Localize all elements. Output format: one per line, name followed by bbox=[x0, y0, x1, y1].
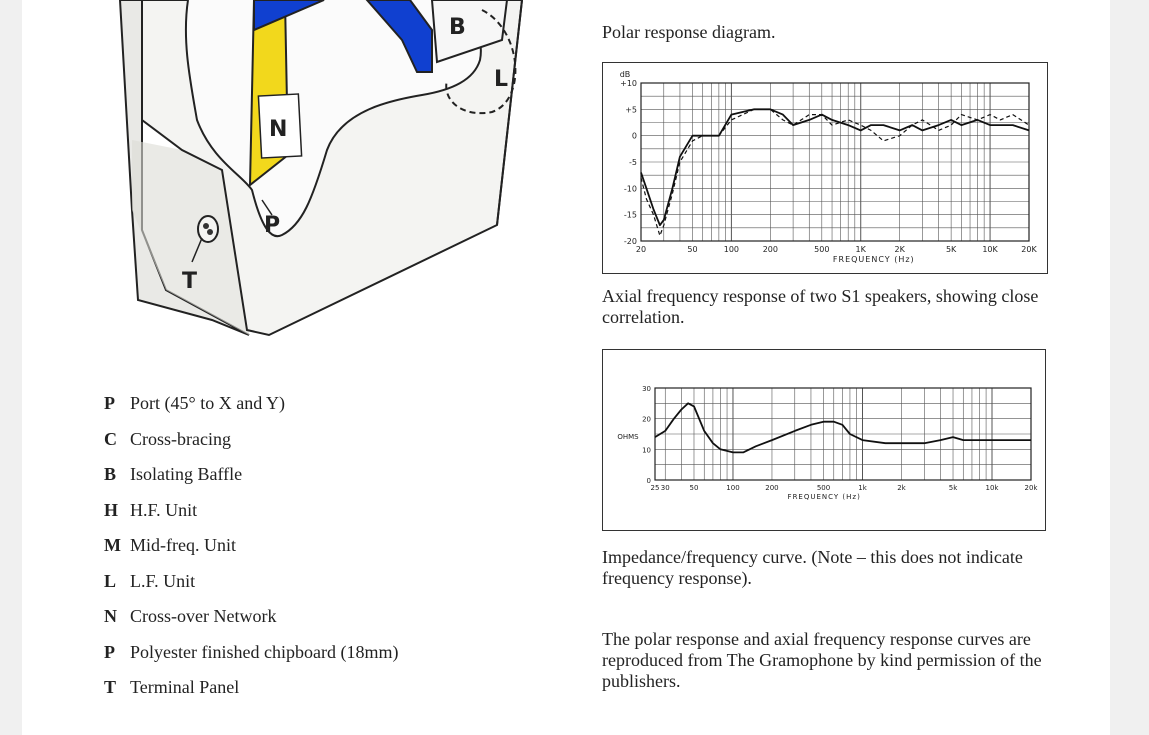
legend-text: H.F. Unit bbox=[130, 499, 198, 520]
terminal-post bbox=[203, 223, 209, 229]
legend-item bbox=[104, 635, 398, 671]
y-tick-label: 20 bbox=[642, 415, 651, 424]
axial-caption: Axial frequency response of two S1 speakers, showing close correlation. bbox=[602, 286, 1039, 327]
y-axis-label: dB bbox=[619, 70, 631, 79]
y-tick-label: -5 bbox=[629, 158, 637, 167]
x-tick-label: 20K bbox=[1021, 245, 1037, 254]
y-tick-label: +5 bbox=[625, 105, 637, 115]
y-tick-label: -15 bbox=[623, 210, 637, 220]
x-axis-label: FREQUENCY (Hz) bbox=[832, 255, 915, 264]
legend-text: Cross-over Network bbox=[130, 606, 277, 627]
y-tick-label: 0 bbox=[646, 477, 651, 485]
legend-text: Terminal Panel bbox=[130, 677, 240, 698]
legend-key: H bbox=[104, 499, 119, 520]
y-tick-label: 30 bbox=[642, 385, 651, 393]
legend-text: Port (45° to X and Y) bbox=[130, 393, 286, 414]
label-p: P bbox=[264, 213, 281, 238]
label-n: N bbox=[269, 117, 288, 142]
legend-item bbox=[104, 422, 398, 458]
legend-item bbox=[104, 599, 398, 635]
parts-legend bbox=[104, 386, 398, 706]
legend-text: Polyester finished chipboard (18mm) bbox=[130, 641, 399, 662]
legend-key: N bbox=[104, 606, 117, 627]
legend-key: B bbox=[104, 464, 117, 485]
legend-key: C bbox=[104, 428, 117, 449]
x-tick-label: 500 bbox=[816, 484, 831, 492]
x-tick-label: 1k bbox=[858, 484, 867, 492]
y-axis-label: OHMS bbox=[617, 433, 639, 441]
legend-text: Isolating Baffle bbox=[130, 464, 243, 485]
document-page bbox=[22, 0, 1110, 735]
label-l: L bbox=[494, 67, 509, 92]
legend-text: L.F. Unit bbox=[130, 570, 196, 591]
terminal-panel bbox=[198, 216, 218, 242]
series-line bbox=[655, 403, 1031, 452]
x-tick-label: 50 bbox=[689, 484, 699, 492]
axial-response-chart-frame bbox=[602, 62, 1048, 274]
x-tick-label: 5K bbox=[945, 245, 957, 254]
legend-item bbox=[104, 528, 398, 564]
x-tick-label: 10k bbox=[985, 484, 999, 492]
x-tick-label: 10K bbox=[982, 245, 998, 254]
label-t: T bbox=[182, 269, 198, 294]
legend-item bbox=[104, 457, 398, 493]
impedance-chart-frame bbox=[602, 349, 1046, 531]
legend-text: Cross-bracing bbox=[130, 428, 231, 449]
legend-item bbox=[104, 493, 398, 529]
x-tick-label: 500 bbox=[814, 245, 830, 254]
legend-item bbox=[104, 670, 398, 706]
y-tick-label: 10 bbox=[642, 446, 651, 455]
series-line bbox=[641, 109, 1029, 235]
y-tick-label: +10 bbox=[620, 79, 637, 88]
impedance-chart bbox=[603, 350, 1045, 530]
impedance-caption: Impedance/frequency curve. (Note – this does not indicate frequency response). bbox=[602, 547, 1023, 588]
polar-caption: Polar response diagram. bbox=[602, 22, 776, 42]
credit-caption: The polar response and axial frequency response curves are reproduced from The Gramophone by kind permission of the publishers. bbox=[602, 629, 1042, 691]
legend-key: M bbox=[104, 535, 121, 556]
x-tick-label: 200 bbox=[762, 245, 778, 254]
x-tick-label: 30 bbox=[660, 484, 670, 492]
x-tick-label: 20k bbox=[1024, 484, 1038, 492]
x-tick-label: 5k bbox=[948, 484, 958, 492]
x-tick-label: 25 bbox=[650, 484, 660, 492]
legend-key: P bbox=[104, 641, 115, 662]
series-line bbox=[641, 109, 1029, 225]
legend-item bbox=[104, 564, 398, 600]
legend-text: Mid-freq. Unit bbox=[130, 535, 236, 556]
x-tick-label: 50 bbox=[687, 245, 698, 254]
legend-item bbox=[104, 386, 398, 422]
x-tick-label: 100 bbox=[726, 484, 740, 492]
y-tick-label: -10 bbox=[623, 184, 637, 194]
terminal-post bbox=[207, 229, 213, 235]
y-tick-label: 0 bbox=[631, 131, 637, 141]
legend-key: P bbox=[104, 393, 115, 414]
label-b: B bbox=[449, 15, 466, 40]
x-tick-label: 100 bbox=[723, 245, 740, 254]
legend-key: T bbox=[104, 677, 117, 698]
axial-response-chart bbox=[603, 63, 1047, 273]
x-tick-label: 200 bbox=[765, 484, 779, 492]
x-tick-label: 2k bbox=[897, 484, 906, 492]
x-tick-label: 1K bbox=[855, 245, 866, 254]
y-tick-label: -20 bbox=[623, 237, 637, 246]
speaker-cutaway-diagram bbox=[102, 0, 562, 345]
x-tick-label: 20 bbox=[635, 245, 647, 254]
legend-key: L bbox=[104, 570, 117, 591]
x-tick-label: 2K bbox=[894, 245, 905, 254]
x-axis-label: FREQUENCY (Hz) bbox=[787, 493, 861, 501]
